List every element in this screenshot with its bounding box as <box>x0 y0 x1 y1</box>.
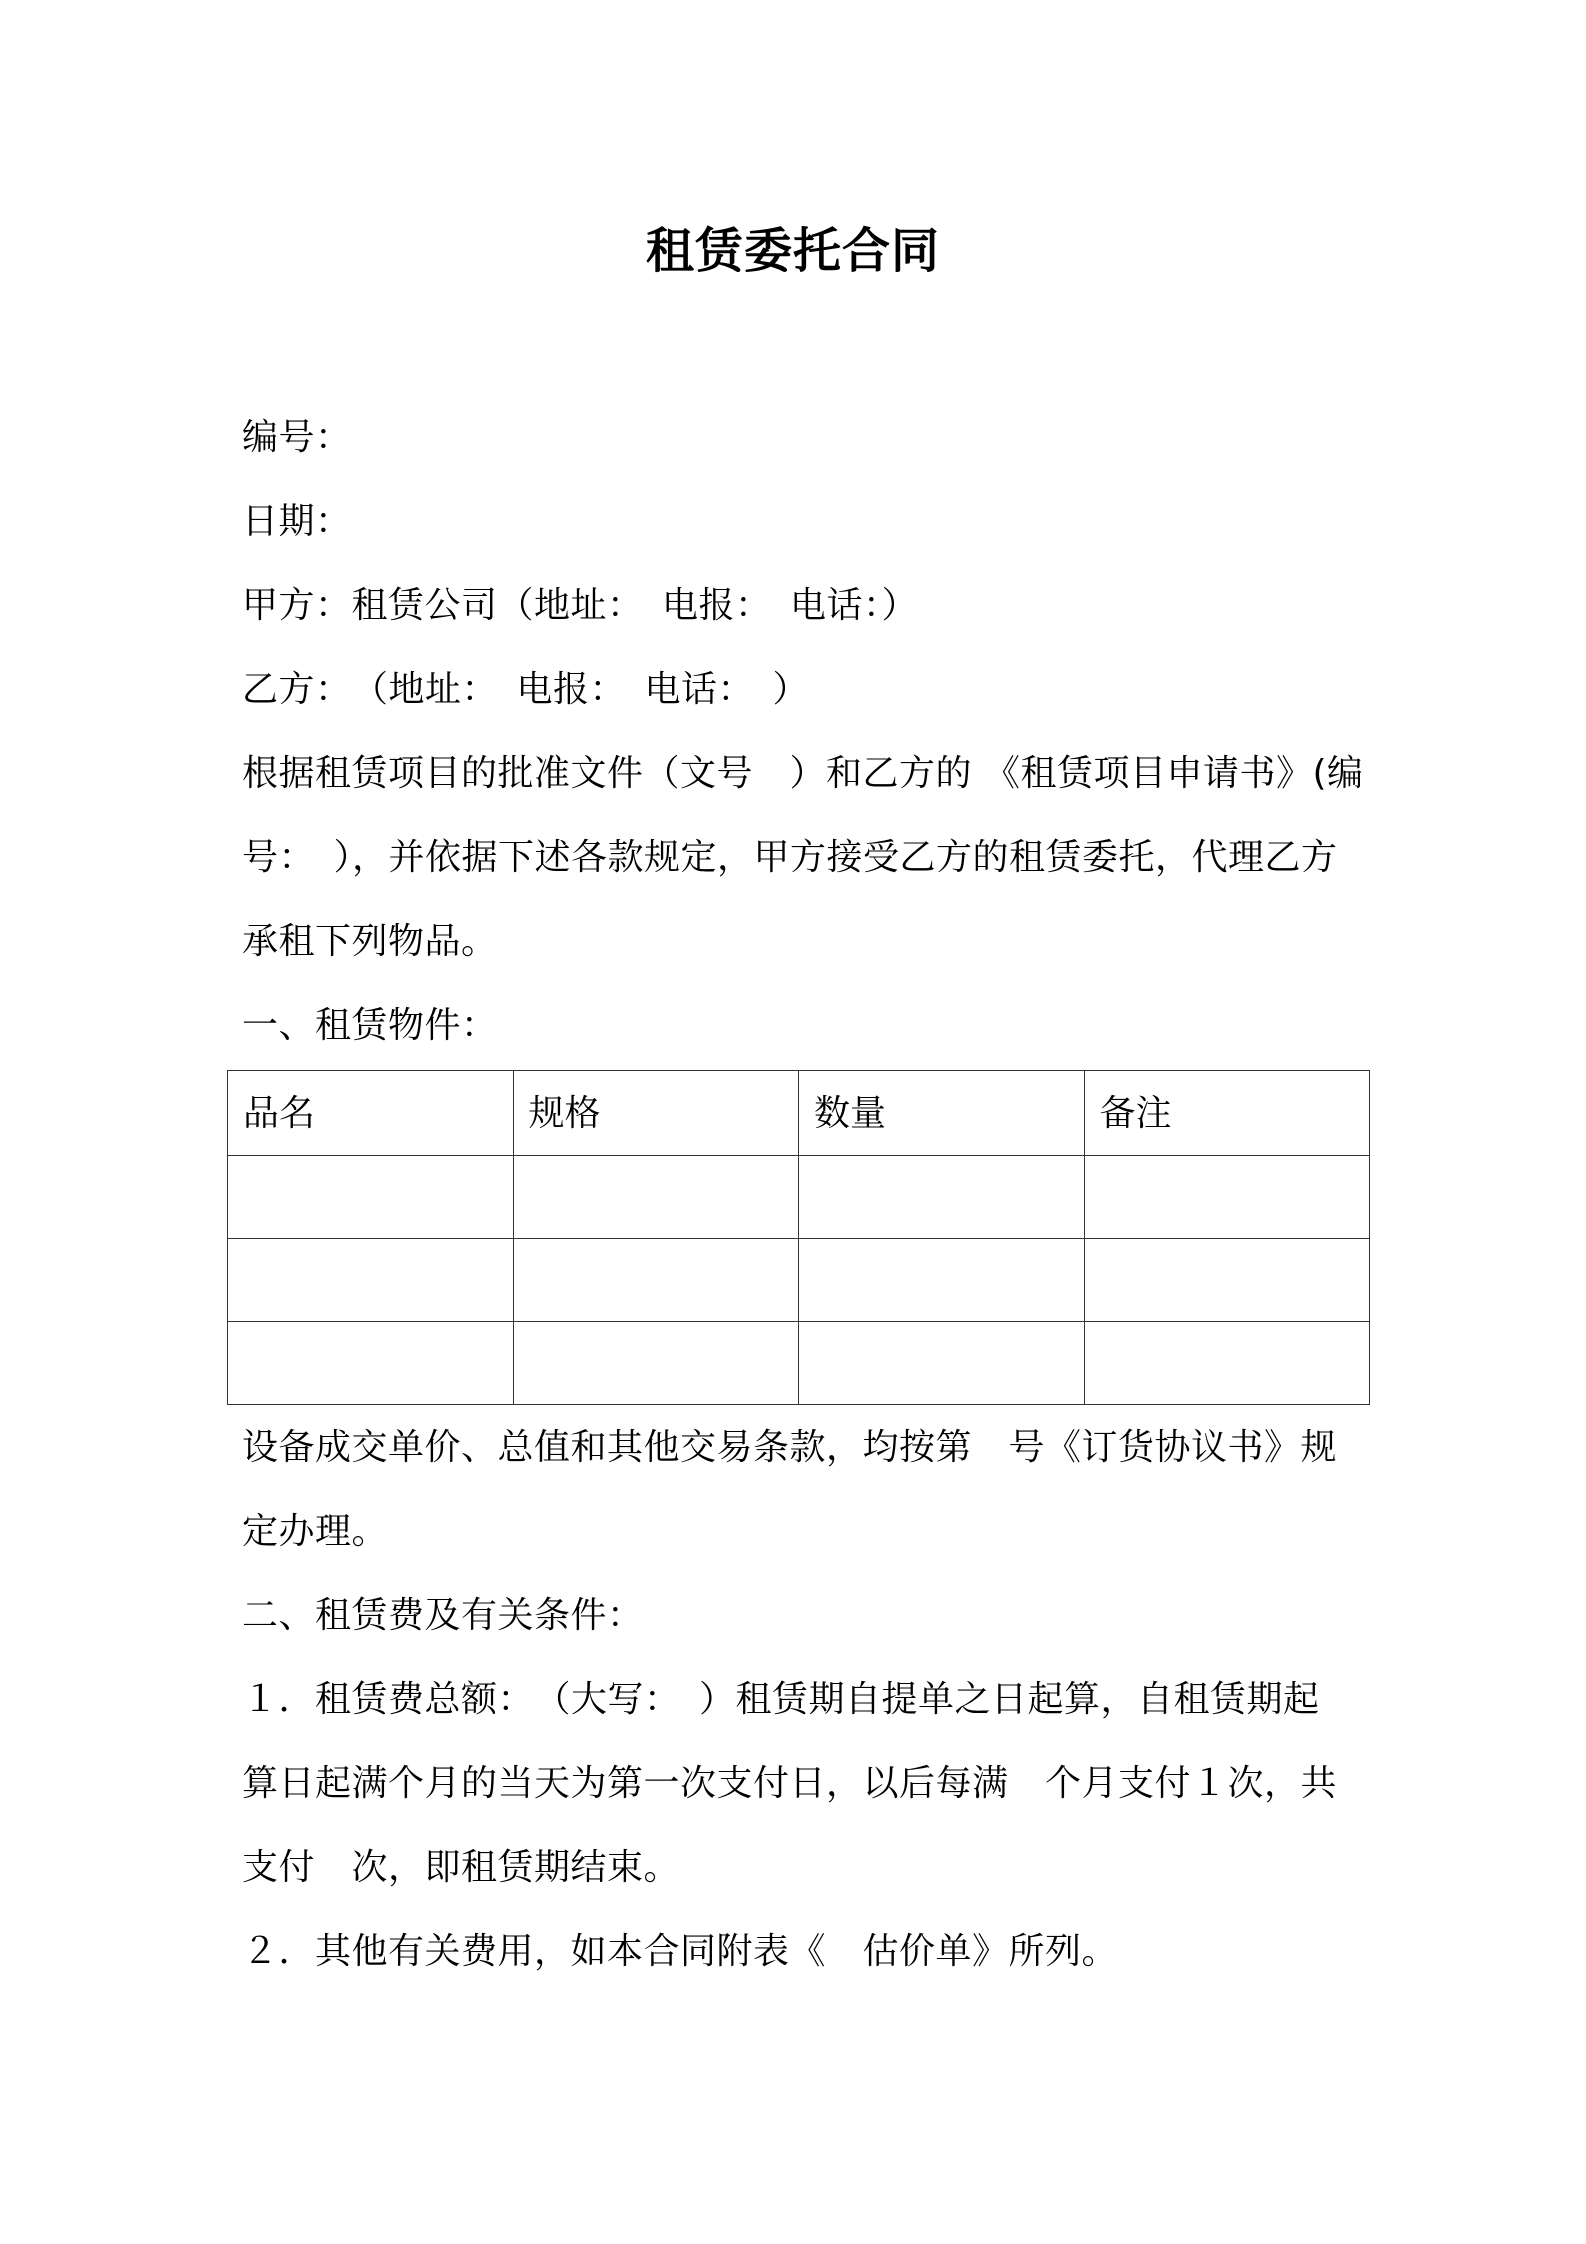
table-header-cell: 规格 <box>513 1071 799 1156</box>
table-header-cell: 备注 <box>1084 1071 1370 1156</box>
contract-date-line: 日期： <box>242 501 352 542</box>
contract-number-line: 编号： <box>242 417 352 458</box>
table-cell <box>799 1156 1085 1239</box>
table-row <box>228 1239 1370 1322</box>
table-cell <box>799 1322 1085 1405</box>
clause-1-line-2: 算日起满个月的当天为第一次支付日，以后每满 个月支付１次，共 <box>242 1763 1338 1804</box>
table-header-cell: 品名 <box>228 1071 514 1156</box>
document-title: 租赁委托合同 <box>645 223 940 279</box>
after-table-paragraph-line-1: 设备成交单价、总值和其他交易条款，均按第 号《订货协议书》规 <box>242 1427 1338 1468</box>
section-1-heading: 一、租赁物件： <box>242 1005 498 1046</box>
table-header-row <box>228 1071 1370 1156</box>
clause-1-line-3: 支付 次，即租赁期结束。 <box>242 1847 681 1888</box>
section-2-heading: 二、租赁费及有关条件： <box>242 1595 644 1636</box>
table-cell <box>1084 1239 1370 1322</box>
table-cell <box>228 1156 514 1239</box>
clause-1-line-1: １．租赁费总额： （大写： ）租赁期自提单之日起算，自租赁期起 <box>242 1679 1320 1720</box>
table-cell <box>513 1322 799 1405</box>
intro-paragraph-line-2: 号： ），并依据下述各款规定，甲方接受乙方的租赁委托，代理乙方 <box>242 837 1338 878</box>
table-row <box>228 1322 1370 1405</box>
table-cell <box>799 1239 1085 1322</box>
after-table-paragraph-line-2: 定办理。 <box>242 1511 389 1552</box>
table-cell <box>513 1239 799 1322</box>
table-cell <box>1084 1322 1370 1405</box>
party-b-line: 乙方： （地址： 电报： 电话： ） <box>242 669 810 710</box>
table-row <box>228 1156 1370 1239</box>
table-cell <box>228 1322 514 1405</box>
clause-2-line: ２．其他有关费用，如本合同附表《 估价单》所列。 <box>242 1931 1119 1972</box>
intro-paragraph-line-3: 承租下列物品。 <box>242 921 498 962</box>
intro-paragraph-line-1: 根据租赁项目的批准文件（文号 ）和乙方的 《租赁项目申请书》(编 <box>242 753 1364 794</box>
party-a-line: 甲方：租赁公司（地址： 电报： 电话：） <box>242 585 919 626</box>
lease-items-table <box>227 1070 1370 1405</box>
table-header-cell: 数量 <box>799 1071 1085 1156</box>
table-cell <box>1084 1156 1370 1239</box>
table-cell <box>513 1156 799 1239</box>
table-cell <box>228 1239 514 1322</box>
